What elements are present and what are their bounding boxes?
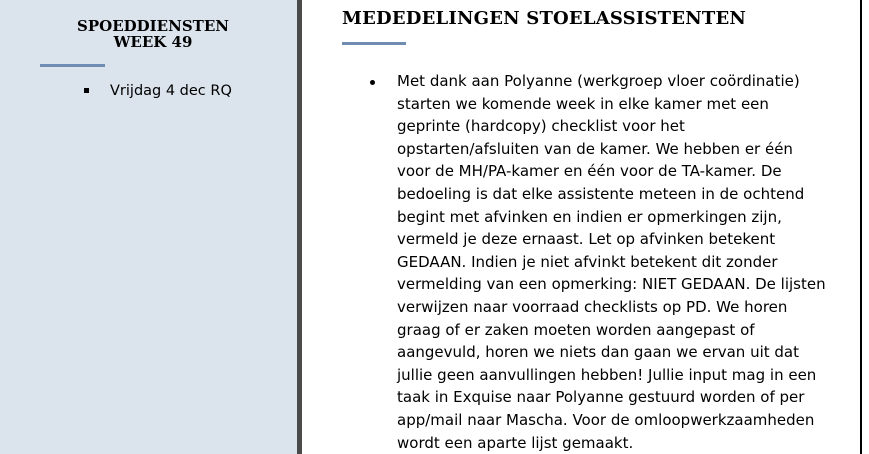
page-title: MEDEDELINGEN STOELASSISTENTEN	[342, 8, 747, 29]
announcement-text: Met dank aan Polyanne (werkgroep vloer coördinatie) starten we komende week in elke kamer met een geprinte (hardcopy) checklist voor het opstarten/afsluiten van de kamer. We hebben er één voor de MH/PA-kamer en één voor de TA-kamer. De bedoeling is dat elke assistente meteen in de ochtend begint met afvinken en indien er opmerkingen zijn, vermeld je deze ernaast. Let op afvinken betekent GEDAAN. Indien je niet afvinkt betekent dit zonder vermelding van een opmerking: NIET GEDAAN. De lijsten verwijzen naar voorraad checklists op PD. We horen graag of er zaken moeten worden aangepast of aangevuld, horen we niets dan gaan we ervan uit dat jullie geen aanvullingen hebben! Jullie input mag in een taak in Exquise naar Polyanne gestuurd worden of per app/mail naar Mascha. Voor de omloopwerkzaamheden wordt een aparte lijst gemaakt.	[397, 72, 826, 452]
sidebar-list-item	[82, 80, 232, 102]
title-divider	[342, 42, 406, 45]
sidebar-divider	[40, 64, 105, 67]
announcement-list	[368, 70, 830, 454]
announcement-item	[368, 70, 830, 454]
sidebar-title-line2: WEEK 49	[113, 33, 193, 51]
sidebar	[0, 0, 302, 454]
sidebar-title-line1: SPOEDDIENSTEN	[77, 17, 229, 35]
sidebar-item-label: Vrijdag 4 dec RQ	[110, 83, 232, 99]
square-bullet-icon	[84, 88, 89, 93]
sidebar-title	[30, 18, 276, 50]
sidebar-list	[82, 80, 232, 102]
content-right-border	[860, 0, 862, 454]
round-bullet-icon	[370, 80, 375, 85]
